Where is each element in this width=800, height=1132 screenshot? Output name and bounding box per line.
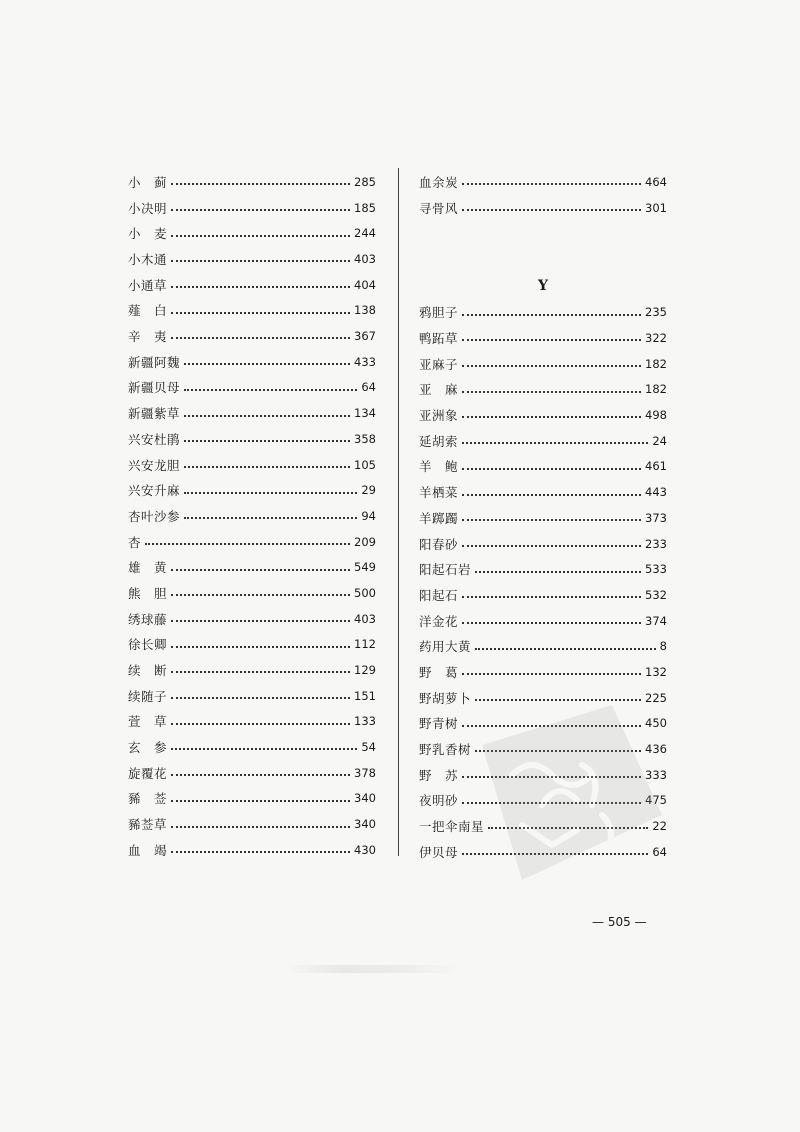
index-entry	[419, 455, 667, 481]
entry-name: 鸦胆子	[419, 305, 459, 321]
dot-leader	[171, 209, 350, 211]
entry-name: 亚 麻	[419, 382, 459, 398]
entry-name: 血余炭	[419, 174, 459, 190]
dot-leader	[171, 697, 350, 699]
dot-leader	[462, 545, 641, 547]
dot-leader	[184, 415, 350, 417]
entry-page: 285	[354, 174, 376, 189]
section-heading-y: Y	[538, 278, 548, 295]
index-entry	[419, 480, 667, 506]
index-entry	[128, 555, 376, 581]
entry-name: 野 苏	[419, 767, 459, 783]
dot-leader	[184, 440, 350, 442]
entry-name: 小决明	[128, 200, 168, 216]
dot-leader	[145, 543, 350, 545]
index-entry	[128, 324, 376, 350]
index-entry	[419, 403, 667, 429]
entry-name: 阳起石岩	[419, 562, 472, 578]
entry-page: 94	[361, 508, 376, 523]
entry-name: 野 葛	[419, 664, 459, 680]
entry-page: 235	[645, 305, 667, 320]
entry-name: 洋金花	[419, 613, 459, 629]
dot-leader	[462, 622, 641, 624]
dot-leader	[462, 391, 641, 393]
index-entry	[419, 196, 667, 222]
index-entry	[128, 376, 376, 402]
entry-page: 403	[354, 611, 376, 626]
entry-name: 绣球藤	[128, 611, 168, 627]
entry-page: 29	[361, 483, 376, 498]
index-entry	[419, 429, 667, 455]
entry-name: 亚洲象	[419, 408, 459, 424]
dot-leader	[171, 235, 350, 237]
entry-name: 野胡萝卜	[419, 690, 472, 706]
entry-name: 羊栖菜	[419, 485, 459, 501]
entry-name: 新疆紫草	[128, 406, 181, 422]
index-entry	[128, 196, 376, 222]
entry-name: 新疆贝母	[128, 380, 181, 396]
dot-leader	[171, 620, 350, 622]
entry-name: 小 麦	[128, 226, 168, 242]
entry-name: 血 竭	[128, 842, 168, 858]
entry-name: 阳春砂	[419, 536, 459, 552]
entry-page: 64	[361, 380, 376, 395]
index-entry	[128, 607, 376, 633]
index-entry	[128, 221, 376, 247]
entry-page: 404	[354, 277, 376, 292]
entry-name: 小木通	[128, 252, 168, 268]
dot-leader	[171, 286, 350, 288]
index-entry	[128, 170, 376, 196]
entry-name: 小通草	[128, 277, 168, 293]
dot-leader	[184, 466, 350, 468]
entry-page: 209	[354, 534, 376, 549]
index-entry	[128, 658, 376, 684]
entry-page: 64	[652, 844, 667, 859]
index-entry	[128, 273, 376, 299]
column-divider	[398, 168, 399, 856]
dot-leader	[171, 748, 357, 750]
section-spacer	[419, 221, 667, 272]
entry-page: 340	[354, 791, 376, 806]
entry-name: 杏	[128, 534, 142, 550]
dot-leader	[171, 646, 350, 648]
index-entry	[419, 583, 667, 609]
dot-leader	[184, 517, 357, 519]
dot-leader	[462, 673, 641, 675]
dot-leader	[462, 183, 641, 185]
index-entry	[128, 298, 376, 324]
entry-page: 132	[645, 664, 667, 679]
index-entry	[128, 735, 376, 761]
entry-name: 兴安杜鹃	[128, 431, 181, 447]
dot-leader	[462, 365, 641, 367]
right-top-list	[419, 170, 667, 221]
index-entry	[419, 609, 667, 635]
entry-name: 药用大黄	[419, 639, 472, 655]
entry-page: 233	[645, 536, 667, 551]
entry-name: 夜明砂	[419, 793, 459, 809]
dot-leader	[184, 363, 350, 365]
entry-page: 450	[645, 716, 667, 731]
entry-name: 一把伞南星	[419, 819, 485, 835]
dot-leader	[171, 774, 350, 776]
index-entry	[128, 427, 376, 453]
entry-page: 182	[645, 382, 667, 397]
entry-page: 378	[354, 765, 376, 780]
index-entry	[128, 787, 376, 813]
entry-page: 430	[354, 842, 376, 857]
index-entry	[128, 478, 376, 504]
dot-leader	[171, 594, 350, 596]
entry-name: 新疆阿魏	[128, 354, 181, 370]
dot-leader	[462, 416, 641, 418]
index-entry	[128, 709, 376, 735]
entry-page: 475	[645, 793, 667, 808]
entry-page: 549	[354, 560, 376, 575]
index-entry	[128, 632, 376, 658]
entry-page: 403	[354, 252, 376, 267]
dot-leader	[462, 468, 641, 470]
page-number: — 505 —	[592, 915, 647, 929]
index-entry	[419, 326, 667, 352]
dot-leader	[171, 260, 350, 262]
entry-name: 兴安龙胆	[128, 457, 181, 473]
index-entry	[128, 350, 376, 376]
entry-page: 151	[354, 688, 376, 703]
entry-name: 薤 白	[128, 303, 168, 319]
entry-name: 鸭跖草	[419, 331, 459, 347]
entry-name: 熊 胆	[128, 585, 168, 601]
entry-name: 续随子	[128, 688, 168, 704]
watermark-stamp-icon	[462, 705, 662, 880]
dot-leader	[462, 494, 641, 496]
dot-leader	[462, 519, 641, 521]
entry-name: 伊贝母	[419, 844, 459, 860]
left-column	[128, 170, 376, 864]
entry-page: 333	[645, 767, 667, 782]
entry-page: 322	[645, 331, 667, 346]
entry-name: 羊踯躅	[419, 510, 459, 526]
entry-page: 340	[354, 817, 376, 832]
entry-name: 兴安升麻	[128, 483, 181, 499]
dot-leader	[171, 183, 350, 185]
entry-page: 433	[354, 354, 376, 369]
entry-name: 杏叶沙参	[128, 508, 181, 524]
entry-name: 羊 鲍	[419, 459, 459, 475]
dot-leader	[462, 442, 648, 444]
index-entry	[419, 532, 667, 558]
dot-leader	[171, 800, 350, 802]
index-entry	[128, 684, 376, 710]
index-entry	[128, 504, 376, 530]
dot-leader	[171, 826, 350, 828]
entry-name: 亚麻子	[419, 356, 459, 372]
index-entry	[128, 581, 376, 607]
entry-page: 54	[361, 740, 376, 755]
dot-leader	[462, 339, 641, 341]
dot-leader	[171, 337, 350, 339]
entry-page: 182	[645, 356, 667, 371]
index-entry	[419, 377, 667, 403]
index-entry	[419, 352, 667, 378]
entry-page: 533	[645, 562, 667, 577]
index-entry	[419, 170, 667, 196]
index-entry	[128, 401, 376, 427]
index-entry	[419, 506, 667, 532]
index-entry	[419, 300, 667, 326]
entry-name: 旋覆花	[128, 765, 168, 781]
dot-leader	[171, 671, 350, 673]
entry-page: 185	[354, 200, 376, 215]
entry-name: 徐长卿	[128, 637, 168, 653]
index-entry	[128, 453, 376, 479]
entry-page: 443	[645, 485, 667, 500]
index-entry	[419, 660, 667, 686]
entry-page: 374	[645, 613, 667, 628]
entry-name: 小 蓟	[128, 174, 168, 190]
entry-page: 134	[354, 406, 376, 421]
entry-name: 豨 莶	[128, 791, 168, 807]
index-entry	[419, 557, 667, 583]
entry-name: 萱 草	[128, 714, 168, 730]
entry-page: 133	[354, 714, 376, 729]
index-entry	[128, 247, 376, 273]
entry-page: 301	[645, 200, 667, 215]
dot-leader	[171, 851, 350, 853]
entry-page: 373	[645, 510, 667, 525]
dot-leader	[184, 389, 357, 391]
dot-leader	[171, 312, 350, 314]
dot-leader	[475, 571, 641, 573]
entry-name: 野青树	[419, 716, 459, 732]
entry-page: 464	[645, 174, 667, 189]
dot-leader	[475, 699, 641, 701]
entry-page: 532	[645, 587, 667, 602]
entry-page: 367	[354, 329, 376, 344]
entry-page: 498	[645, 408, 667, 423]
index-entry	[419, 634, 667, 660]
dot-leader	[462, 314, 641, 316]
dot-leader	[462, 596, 641, 598]
entry-page: 105	[354, 457, 376, 472]
dot-leader	[475, 648, 656, 650]
entry-page: 500	[354, 585, 376, 600]
entry-page: 225	[645, 690, 667, 705]
entry-name: 续 断	[128, 663, 168, 679]
entry-page: 129	[354, 663, 376, 678]
entry-page: 244	[354, 226, 376, 241]
entry-page: 436	[645, 742, 667, 757]
index-entry	[128, 838, 376, 864]
index-entry	[128, 761, 376, 787]
entry-page: 461	[645, 459, 667, 474]
index-entry	[128, 812, 376, 838]
entry-name: 豨莶草	[128, 817, 168, 833]
entry-name: 寻骨风	[419, 200, 459, 216]
dot-leader	[171, 569, 350, 571]
dot-leader	[462, 209, 641, 211]
index-entry	[128, 530, 376, 556]
entry-name: 玄 参	[128, 740, 168, 756]
entry-name: 阳起石	[419, 587, 459, 603]
dot-leader	[184, 492, 357, 494]
entry-page: 112	[354, 637, 376, 652]
entry-page: 24	[652, 433, 667, 448]
entry-name: 雄 黄	[128, 560, 168, 576]
entry-name: 野乳香树	[419, 742, 472, 758]
entry-page: 22	[652, 819, 667, 834]
dot-leader	[171, 723, 350, 725]
entry-page: 8	[659, 639, 667, 654]
entry-name: 延胡索	[419, 433, 459, 449]
scan-smudge	[284, 965, 464, 973]
entry-page: 358	[354, 431, 376, 446]
entry-page: 138	[354, 303, 376, 318]
entry-name: 辛 夷	[128, 329, 168, 345]
